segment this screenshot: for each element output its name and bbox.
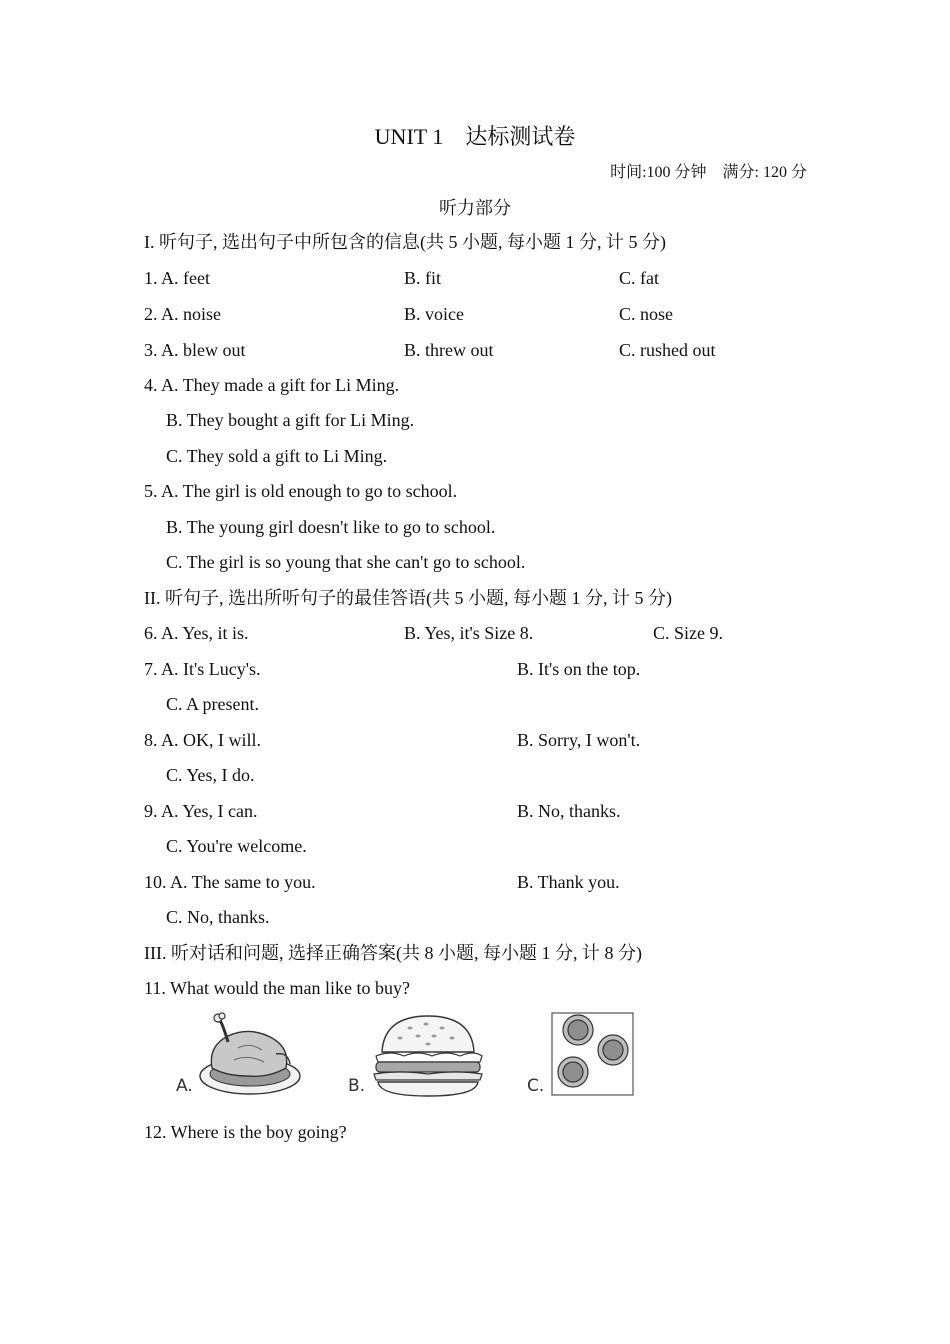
q4-option-b: B. They bought a gift for Li Ming. [166, 410, 415, 430]
mooncakes-image [551, 1012, 635, 1098]
part-title: 听力部分 [439, 198, 511, 218]
q3-option-a: 3. A. blew out [144, 340, 246, 360]
hamburger-image [370, 1012, 486, 1098]
q3-option-c: C. rushed out [619, 340, 716, 360]
q2-option-a: 2. A. noise [144, 304, 222, 324]
q11-question: 11. What would the man like to buy? [144, 978, 410, 998]
q5-option-c: C. The girl is so young that she can't go to school. [166, 552, 526, 572]
q10-option-a: 10. A. The same to you. [144, 872, 316, 892]
q9-option-a: 9. A. Yes, I can. [144, 801, 258, 821]
q11-label-b: B. [348, 1076, 366, 1096]
q7-option-a: 7. A. It's Lucy's. [144, 659, 261, 679]
q6-option-a: 6. A. Yes, it is. [144, 623, 249, 643]
q7-option-b: B. It's on the top. [517, 659, 641, 679]
q4-option-c: C. They sold a gift to Li Ming. [166, 446, 388, 466]
section-1-heading: I. 听句子, 选出句子中所包含的信息(共 5 小题, 每小题 1 分, 计 5 分) [144, 232, 666, 252]
q8-option-c: C. Yes, I do. [166, 765, 255, 785]
q11-label-a: A. [176, 1076, 193, 1096]
q5-option-a: 5. A. The girl is old enough to go to school. [144, 481, 458, 501]
q12-question: 12. Where is the boy going? [144, 1122, 347, 1142]
q1-option-c: C. fat [619, 268, 659, 288]
q3-option-b: B. threw out [404, 340, 494, 360]
section-3-heading: III. 听对话和问题, 选择正确答案(共 8 小题, 每小题 1 分, 计 8 分) [144, 943, 642, 963]
q2-option-c: C. nose [619, 304, 673, 324]
q10-option-c: C. No, thanks. [166, 907, 270, 927]
q8-option-a: 8. A. OK, I will. [144, 730, 261, 750]
q4-option-a: 4. A. They made a gift for Li Ming. [144, 375, 400, 395]
section-2-heading: II. 听句子, 选出所听句子的最佳答语(共 5 小题, 每小题 1 分, 计 5 分) [144, 588, 672, 608]
q7-option-c: C. A present. [166, 694, 259, 714]
q5-option-b: B. The young girl doesn't like to go to school. [166, 517, 496, 537]
q2-option-b: B. voice [404, 304, 464, 324]
page-title: UNIT 1 达标测试卷 [374, 124, 576, 149]
q9-option-b: B. No, thanks. [517, 801, 621, 821]
q6-option-b: B. Yes, it's Size 8. [404, 623, 534, 643]
q10-option-b: B. Thank you. [517, 872, 620, 892]
roast-chicken-image [198, 1012, 306, 1098]
q1-option-a: 1. A. feet [144, 268, 210, 288]
q6-option-c: C. Size 9. [653, 623, 723, 643]
q11-label-c: C. [527, 1076, 545, 1096]
q8-option-b: B. Sorry, I won't. [517, 730, 641, 750]
q9-option-c: C. You're welcome. [166, 836, 307, 856]
time-info: 时间:100 分钟 满分: 120 分 [610, 164, 807, 181]
q1-option-b: B. fit [404, 268, 442, 288]
